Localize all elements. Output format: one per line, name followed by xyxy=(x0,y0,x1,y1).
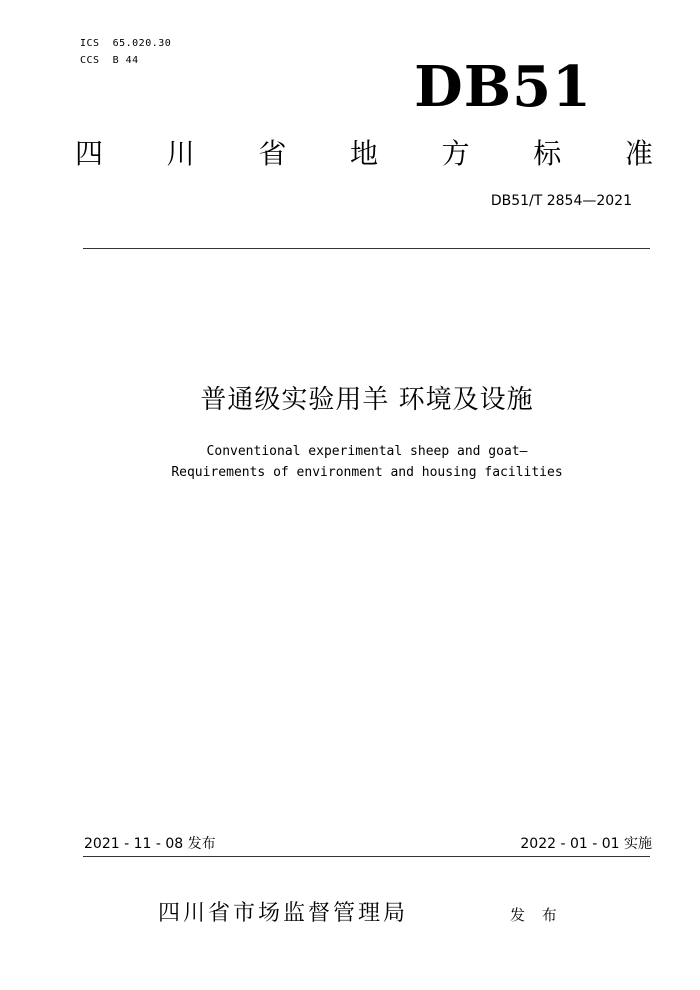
standard-number: DB51/T 2854—2021 xyxy=(490,193,632,209)
ics-code: ICS 65.020.30 xyxy=(80,38,172,49)
ccs-code: CCS B 44 xyxy=(80,55,139,66)
standard-type-char: 四 xyxy=(75,137,104,170)
issuing-authority: 四川省市场监督管理局 xyxy=(158,901,409,926)
implementation-date: 2022 - 01 - 01 实施 xyxy=(520,836,652,852)
standard-type-char: 地 xyxy=(349,137,378,170)
footer-divider xyxy=(83,856,650,857)
classification-codes xyxy=(80,35,171,69)
db51-logo: DB51 xyxy=(414,54,592,120)
issued-label: 发 布 xyxy=(510,906,563,924)
standard-type-char: 标 xyxy=(533,137,562,170)
title-en-line-2: Requirements of environment and housing facilities xyxy=(171,465,563,480)
document-title-zh: 普通级实验用羊 环境及设施 xyxy=(200,385,534,415)
standard-type-char: 省 xyxy=(258,137,287,170)
standard-type-char: 方 xyxy=(441,137,470,170)
document-title-en xyxy=(0,441,700,483)
issue-date: 2021 - 11 - 08 发布 xyxy=(84,836,216,852)
title-en-line-1: Conventional experimental sheep and goat— xyxy=(206,444,528,459)
standard-type-title xyxy=(75,134,653,174)
standard-type-char: 准 xyxy=(624,137,653,170)
standard-type-char: 川 xyxy=(166,137,195,170)
header-divider xyxy=(83,248,650,249)
